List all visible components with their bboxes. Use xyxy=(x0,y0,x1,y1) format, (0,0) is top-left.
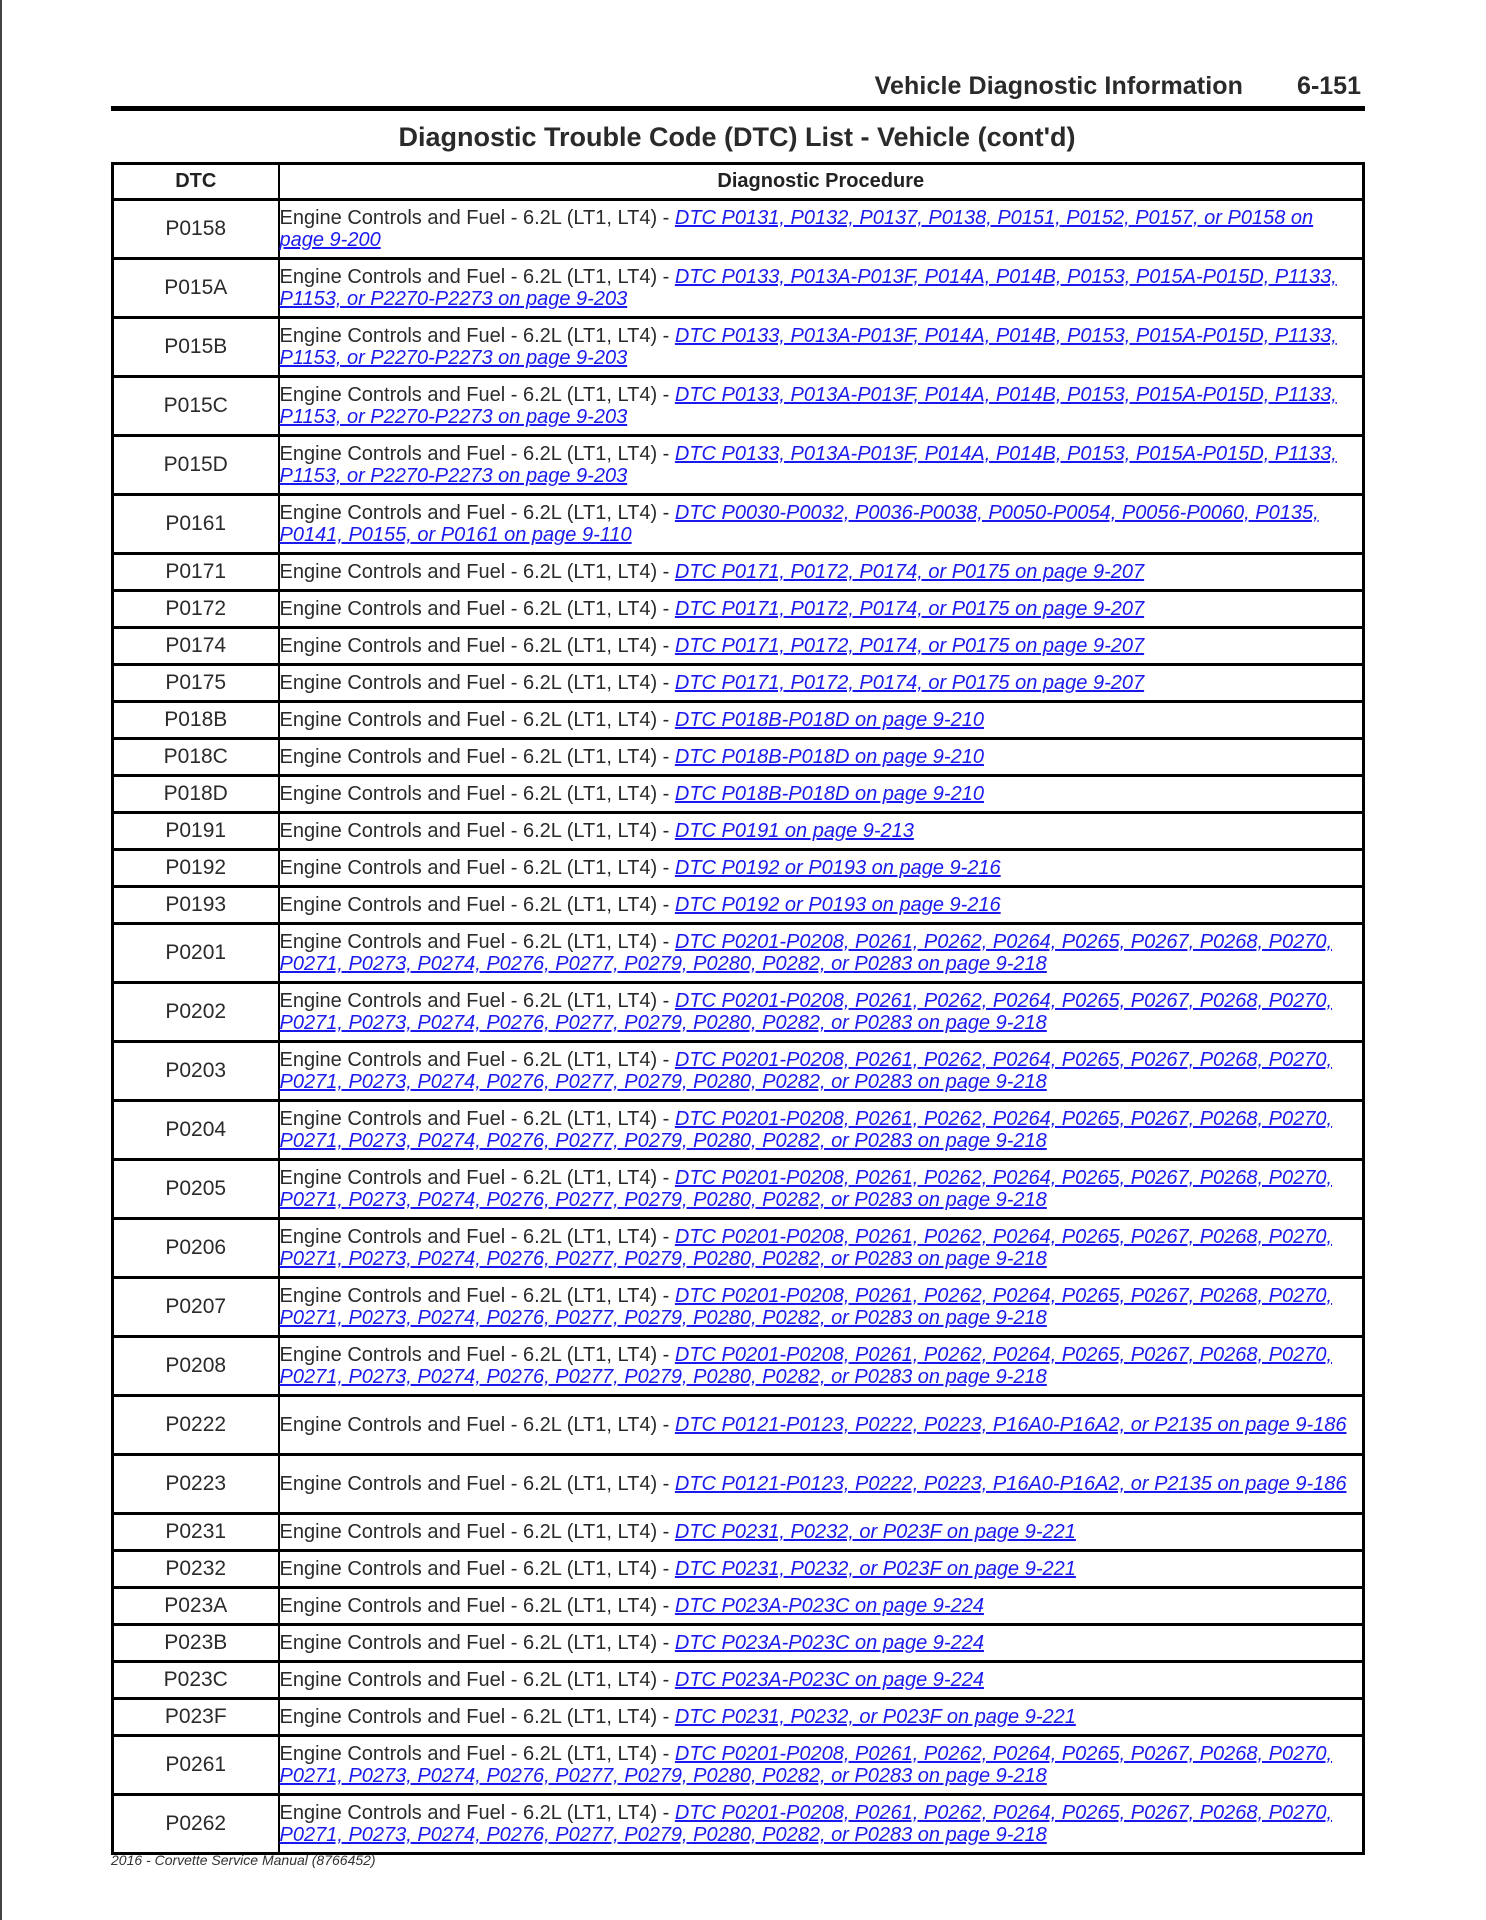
procedure-link[interactable]: DTC P0121-P0123, P0222, P0223, P16A0-P16A2, or P2135 on page 9-186 xyxy=(674,1472,1347,1495)
system-label: Engine Controls and Fuel - 6.2L (LT1, LT4) - xyxy=(279,1284,675,1307)
dtc-code: P0193 xyxy=(113,887,279,924)
dtc-code: P0222 xyxy=(113,1396,279,1455)
system-label: Engine Controls and Fuel - 6.2L (LT1, LT4) - xyxy=(279,1742,675,1765)
page-footer: 2016 - Corvette Service Manual (8766452) xyxy=(111,1852,376,1868)
dtc-code: P0231 xyxy=(113,1514,279,1551)
table-row xyxy=(113,702,1364,739)
system-label: Engine Controls and Fuel - 6.2L (LT1, LT4) - xyxy=(279,265,675,288)
system-label: Engine Controls and Fuel - 6.2L (LT1, LT4) - xyxy=(279,383,675,406)
procedure-link[interactable]: DTC P018B-P018D on page 9-210 xyxy=(674,782,984,805)
system-label: Engine Controls and Fuel - 6.2L (LT1, LT4) - xyxy=(279,893,675,916)
table-row xyxy=(113,850,1364,887)
table-row xyxy=(113,1160,1364,1219)
system-label: Engine Controls and Fuel - 6.2L (LT1, LT4) - xyxy=(279,1520,675,1543)
procedure-link[interactable]: DTC P0192 or P0193 on page 9-216 xyxy=(674,893,1001,916)
section-title: Vehicle Diagnostic Information xyxy=(874,72,1243,100)
system-label: Engine Controls and Fuel - 6.2L (LT1, LT4) - xyxy=(279,1668,675,1691)
system-label: Engine Controls and Fuel - 6.2L (LT1, LT4) - xyxy=(279,1413,675,1436)
table-title: Diagnostic Trouble Code (DTC) List - Vehicle (cont'd) xyxy=(398,122,1076,152)
dtc-code: P023F xyxy=(113,1699,279,1736)
system-label: Engine Controls and Fuel - 6.2L (LT1, LT4) - xyxy=(279,501,675,524)
table-row xyxy=(113,887,1364,924)
system-label: Engine Controls and Fuel - 6.2L (LT1, LT4) - xyxy=(279,930,675,953)
procedure-link[interactable]: DTC P0201-P0208, P0261, P0262, P0264, P0265, P0267, P0268, P0270, P0271, P0273, P0274, P0276, P0277, P0279, P0280, P0282, or P0283 on page 9-218 xyxy=(279,1166,1333,1211)
dtc-code: P0192 xyxy=(113,850,279,887)
procedure-link[interactable]: DTC P023A-P023C on page 9-224 xyxy=(674,1594,984,1617)
header-rule xyxy=(111,106,1365,111)
system-label: Engine Controls and Fuel - 6.2L (LT1, LT4) - xyxy=(279,634,675,657)
table-row xyxy=(113,665,1364,702)
procedure-link[interactable]: DTC P018B-P018D on page 9-210 xyxy=(674,745,984,768)
dtc-code: P0205 xyxy=(113,1160,279,1219)
diagnostic-procedure xyxy=(279,1625,1364,1662)
procedure-link[interactable]: DTC P0201-P0208, P0261, P0262, P0264, P0265, P0267, P0268, P0270, P0271, P0273, P0274, P0276, P0277, P0279, P0280, P0282, or P0283 on page 9-218 xyxy=(279,1225,1333,1270)
procedure-link[interactable]: DTC P0201-P0208, P0261, P0262, P0264, P0265, P0267, P0268, P0270, P0271, P0273, P0274, P0276, P0277, P0279, P0280, P0282, or P0283 on page 9-218 xyxy=(279,1284,1333,1329)
diagnostic-procedure xyxy=(279,739,1364,776)
table-row xyxy=(113,1662,1364,1699)
diagnostic-procedure xyxy=(279,1514,1364,1551)
table-row xyxy=(113,1101,1364,1160)
diagnostic-procedure xyxy=(279,628,1364,665)
dtc-code: P0161 xyxy=(113,495,279,554)
table-row xyxy=(113,318,1364,377)
procedure-link[interactable]: DTC P0201-P0208, P0261, P0262, P0264, P0265, P0267, P0268, P0270, P0271, P0273, P0274, P0276, P0277, P0279, P0280, P0282, or P0283 on page 9-218 xyxy=(279,989,1333,1034)
system-label: Engine Controls and Fuel - 6.2L (LT1, LT4) - xyxy=(279,324,675,347)
running-header xyxy=(111,70,1363,106)
table-row xyxy=(113,628,1364,665)
system-label: Engine Controls and Fuel - 6.2L (LT1, LT4) - xyxy=(279,708,675,731)
dtc-code: P018B xyxy=(113,702,279,739)
table-row xyxy=(113,1625,1364,1662)
dtc-code: P023B xyxy=(113,1625,279,1662)
dtc-table-body xyxy=(113,200,1364,1854)
diagnostic-procedure xyxy=(279,887,1364,924)
system-label: Engine Controls and Fuel - 6.2L (LT1, LT4) - xyxy=(279,1594,675,1617)
diagnostic-procedure xyxy=(279,1042,1364,1101)
procedure-link[interactable]: DTC P0133, P013A-P013F, P014A, P014B, P0153, P015A-P015D, P1133, P1153, or P2270-P2273 on page 9-203 xyxy=(279,324,1337,369)
procedure-link[interactable]: DTC P0133, P013A-P013F, P014A, P014B, P0153, P015A-P015D, P1133, P1153, or P2270-P2273 on page 9-203 xyxy=(279,383,1337,428)
page-edge xyxy=(0,0,2,1920)
procedure-link[interactable]: DTC P0191 on page 9-213 xyxy=(674,819,914,842)
table-row xyxy=(113,739,1364,776)
system-label: Engine Controls and Fuel - 6.2L (LT1, LT4) - xyxy=(279,745,675,768)
table-row xyxy=(113,495,1364,554)
dtc-code: P0208 xyxy=(113,1337,279,1396)
table-row xyxy=(113,1042,1364,1101)
diagnostic-procedure xyxy=(279,495,1364,554)
table-row xyxy=(113,1588,1364,1625)
table-row xyxy=(113,377,1364,436)
procedure-link[interactable]: DTC P0171, P0172, P0174, or P0175 on page 9-207 xyxy=(674,671,1145,694)
diagnostic-procedure xyxy=(279,377,1364,436)
dtc-code: P0175 xyxy=(113,665,279,702)
diagnostic-procedure xyxy=(279,1795,1364,1854)
diagnostic-procedure xyxy=(279,436,1364,495)
diagnostic-procedure xyxy=(279,318,1364,377)
table-row xyxy=(113,436,1364,495)
procedure-link[interactable]: DTC P0133, P013A-P013F, P014A, P014B, P0153, P015A-P015D, P1133, P1153, or P2270-P2273 on page 9-203 xyxy=(279,442,1337,487)
diagnostic-procedure xyxy=(279,1551,1364,1588)
diagnostic-procedure xyxy=(279,1699,1364,1736)
procedure-link[interactable]: DTC P0201-P0208, P0261, P0262, P0264, P0265, P0267, P0268, P0270, P0271, P0273, P0274, P0276, P0277, P0279, P0280, P0282, or P0283 on page 9-218 xyxy=(279,1742,1333,1787)
dtc-code: P015C xyxy=(113,377,279,436)
dtc-code: P0204 xyxy=(113,1101,279,1160)
diagnostic-procedure xyxy=(279,1588,1364,1625)
system-label: Engine Controls and Fuel - 6.2L (LT1, LT4) - xyxy=(279,819,675,842)
system-label: Engine Controls and Fuel - 6.2L (LT1, LT4) - xyxy=(279,1107,675,1130)
dtc-code: P0174 xyxy=(113,628,279,665)
system-label: Engine Controls and Fuel - 6.2L (LT1, LT4) - xyxy=(279,1048,675,1071)
dtc-code: P015B xyxy=(113,318,279,377)
system-label: Engine Controls and Fuel - 6.2L (LT1, LT4) - xyxy=(279,782,675,805)
dtc-code: P0171 xyxy=(113,554,279,591)
dtc-code: P018D xyxy=(113,776,279,813)
system-label: Engine Controls and Fuel - 6.2L (LT1, LT4) - xyxy=(279,1631,675,1654)
table-row xyxy=(113,1551,1364,1588)
dtc-code: P0201 xyxy=(113,924,279,983)
diagnostic-procedure xyxy=(279,1736,1364,1795)
system-label: Engine Controls and Fuel - 6.2L (LT1, LT4) - xyxy=(279,1343,675,1366)
diagnostic-procedure xyxy=(279,259,1364,318)
dtc-table xyxy=(111,162,1365,1855)
system-label: Engine Controls and Fuel - 6.2L (LT1, LT4) - xyxy=(279,671,675,694)
column-header-procedure: Diagnostic Procedure xyxy=(279,164,1364,200)
diagnostic-procedure xyxy=(279,1396,1364,1455)
procedure-link[interactable]: DTC P0231, P0232, or P023F on page 9-221 xyxy=(674,1520,1076,1543)
dtc-code: P0207 xyxy=(113,1278,279,1337)
diagnostic-procedure xyxy=(279,1337,1364,1396)
procedure-link[interactable]: DTC P0201-P0208, P0261, P0262, P0264, P0265, P0267, P0268, P0270, P0271, P0273, P0274, P0276, P0277, P0279, P0280, P0282, or P0283 on page 9-218 xyxy=(279,930,1333,975)
table-row xyxy=(113,259,1364,318)
procedure-link[interactable]: DTC P023A-P023C on page 9-224 xyxy=(674,1631,984,1654)
dtc-code: P0158 xyxy=(113,200,279,259)
dtc-code: P0262 xyxy=(113,1795,279,1854)
table-row xyxy=(113,1219,1364,1278)
diagnostic-procedure xyxy=(279,665,1364,702)
diagnostic-procedure xyxy=(279,702,1364,739)
system-label: Engine Controls and Fuel - 6.2L (LT1, LT4) - xyxy=(279,989,675,1012)
procedure-link[interactable]: DTC P0192 or P0193 on page 9-216 xyxy=(674,856,1001,879)
table-row xyxy=(113,200,1364,259)
procedure-link[interactable]: DTC P0201-P0208, P0261, P0262, P0264, P0265, P0267, P0268, P0270, P0271, P0273, P0274, P0276, P0277, P0279, P0280, P0282, or P0283 on page 9-218 xyxy=(279,1048,1333,1093)
system-label: Engine Controls and Fuel - 6.2L (LT1, LT4) - xyxy=(279,1801,675,1824)
procedure-link[interactable]: DTC P0201-P0208, P0261, P0262, P0264, P0265, P0267, P0268, P0270, P0271, P0273, P0274, P0276, P0277, P0279, P0280, P0282, or P0283 on page 9-218 xyxy=(279,1801,1333,1846)
diagnostic-procedure xyxy=(279,200,1364,259)
procedure-link[interactable]: DTC P0231, P0232, or P023F on page 9-221 xyxy=(674,1557,1076,1580)
dtc-code: P0172 xyxy=(113,591,279,628)
system-label: Engine Controls and Fuel - 6.2L (LT1, LT4) - xyxy=(279,1166,675,1189)
dtc-code: P0206 xyxy=(113,1219,279,1278)
diagnostic-procedure xyxy=(279,1455,1364,1514)
diagnostic-procedure xyxy=(279,1278,1364,1337)
diagnostic-procedure xyxy=(279,983,1364,1042)
table-row xyxy=(113,1795,1364,1854)
dtc-code: P015D xyxy=(113,436,279,495)
procedure-link[interactable]: DTC P023A-P023C on page 9-224 xyxy=(674,1668,984,1691)
diagnostic-procedure xyxy=(279,924,1364,983)
procedure-link[interactable]: DTC P0121-P0123, P0222, P0223, P16A0-P16A2, or P2135 on page 9-186 xyxy=(674,1413,1347,1436)
diagnostic-procedure xyxy=(279,1219,1364,1278)
dtc-code: P0232 xyxy=(113,1551,279,1588)
system-label: Engine Controls and Fuel - 6.2L (LT1, LT4) - xyxy=(279,560,675,583)
table-row xyxy=(113,983,1364,1042)
dtc-code: P0261 xyxy=(113,1736,279,1795)
system-label: Engine Controls and Fuel - 6.2L (LT1, LT4) - xyxy=(279,442,675,465)
procedure-link[interactable]: DTC P0201-P0208, P0261, P0262, P0264, P0265, P0267, P0268, P0270, P0271, P0273, P0274, P0276, P0277, P0279, P0280, P0282, or P0283 on page 9-218 xyxy=(279,1343,1333,1388)
procedure-link[interactable]: DTC P0231, P0232, or P023F on page 9-221 xyxy=(674,1705,1076,1728)
dtc-code: P0202 xyxy=(113,983,279,1042)
dtc-code: P015A xyxy=(113,259,279,318)
system-label: Engine Controls and Fuel - 6.2L (LT1, LT4) - xyxy=(279,856,675,879)
diagnostic-procedure xyxy=(279,1662,1364,1699)
diagnostic-procedure xyxy=(279,554,1364,591)
dtc-code: P023A xyxy=(113,1588,279,1625)
table-row xyxy=(113,924,1364,983)
diagnostic-procedure xyxy=(279,1160,1364,1219)
table-header-row xyxy=(113,164,1364,200)
procedure-link[interactable]: DTC P0131, P0132, P0137, P0138, P0151, P0152, P0157, or P0158 on page 9-200 xyxy=(279,206,1314,251)
dtc-code: P0191 xyxy=(113,813,279,850)
table-row xyxy=(113,1455,1364,1514)
table-row xyxy=(113,554,1364,591)
diagnostic-procedure xyxy=(279,813,1364,850)
table-row xyxy=(113,1514,1364,1551)
dtc-code: P0223 xyxy=(113,1455,279,1514)
dtc-code: P023C xyxy=(113,1662,279,1699)
page-number: 6-151 xyxy=(1297,72,1361,100)
dtc-code: P018C xyxy=(113,739,279,776)
procedure-link[interactable]: DTC P0133, P013A-P013F, P014A, P014B, P0153, P015A-P015D, P1133, P1153, or P2270-P2273 on page 9-203 xyxy=(279,265,1337,310)
table-row xyxy=(113,1699,1364,1736)
diagnostic-procedure xyxy=(279,776,1364,813)
system-label: Engine Controls and Fuel - 6.2L (LT1, LT4) - xyxy=(279,1705,675,1728)
diagnostic-procedure xyxy=(279,850,1364,887)
system-label: Engine Controls and Fuel - 6.2L (LT1, LT4) - xyxy=(279,206,675,229)
system-label: Engine Controls and Fuel - 6.2L (LT1, LT4) - xyxy=(279,1472,675,1495)
procedure-link[interactable]: DTC P0201-P0208, P0261, P0262, P0264, P0265, P0267, P0268, P0270, P0271, P0273, P0274, P0276, P0277, P0279, P0280, P0282, or P0283 on page 9-218 xyxy=(279,1107,1333,1152)
procedure-link[interactable]: DTC P0171, P0172, P0174, or P0175 on page 9-207 xyxy=(674,634,1145,657)
table-row xyxy=(113,1278,1364,1337)
system-label: Engine Controls and Fuel - 6.2L (LT1, LT4) - xyxy=(279,1225,675,1248)
procedure-link[interactable]: DTC P0171, P0172, P0174, or P0175 on page 9-207 xyxy=(674,597,1145,620)
column-header-dtc: DTC xyxy=(113,164,279,200)
procedure-link[interactable]: DTC P0171, P0172, P0174, or P0175 on page 9-207 xyxy=(674,560,1145,583)
table-row xyxy=(113,813,1364,850)
table-row xyxy=(113,1736,1364,1795)
table-row xyxy=(113,1337,1364,1396)
diagnostic-procedure xyxy=(279,591,1364,628)
dtc-code: P0203 xyxy=(113,1042,279,1101)
procedure-link[interactable]: DTC P0030-P0032, P0036-P0038, P0050-P0054, P0056-P0060, P0135, P0141, P0155, or P0161 on page 9-110 xyxy=(279,501,1319,546)
table-row xyxy=(113,776,1364,813)
procedure-link[interactable]: DTC P018B-P018D on page 9-210 xyxy=(674,708,984,731)
system-label: Engine Controls and Fuel - 6.2L (LT1, LT4) - xyxy=(279,1557,675,1580)
table-row xyxy=(113,1396,1364,1455)
table-row xyxy=(113,591,1364,628)
system-label: Engine Controls and Fuel - 6.2L (LT1, LT4) - xyxy=(279,597,675,620)
diagnostic-procedure xyxy=(279,1101,1364,1160)
